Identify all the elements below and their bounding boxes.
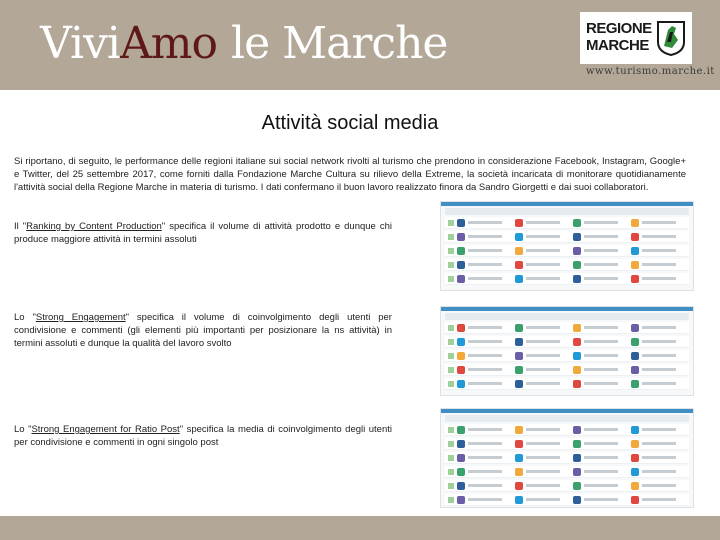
thumb-row bbox=[445, 364, 689, 376]
thumb-cell bbox=[573, 468, 631, 476]
region-emblem-icon bbox=[573, 426, 581, 434]
region-emblem-icon bbox=[515, 426, 523, 434]
thumb-text-line bbox=[526, 382, 560, 385]
region-emblem-icon bbox=[573, 440, 581, 448]
thumb-row bbox=[445, 350, 689, 362]
region-emblem-icon bbox=[457, 496, 465, 504]
thumb-cell bbox=[631, 468, 689, 476]
thumb-text-line bbox=[526, 442, 560, 445]
thumb-cell bbox=[457, 482, 515, 490]
thumb-text-line bbox=[526, 235, 560, 238]
thumb-cell bbox=[631, 380, 689, 388]
thumb-text-line bbox=[526, 326, 560, 329]
thumb-cell bbox=[457, 426, 515, 434]
thumb-text-line bbox=[642, 442, 676, 445]
thumb-cell bbox=[631, 261, 689, 269]
thumb-cell bbox=[573, 219, 631, 227]
thumb-text-line bbox=[642, 456, 676, 459]
thumb-text-line bbox=[642, 428, 676, 431]
logo-line-2: MARCHE bbox=[586, 37, 649, 54]
section-text: " specifica il volume di coinvolgimento degli utenti per condivisione e commenti (gli elementi più importanti per posizionare la ns attività) in termini assoluti e dunque la qualità del lavoro svolto bbox=[14, 312, 392, 349]
region-emblem-icon bbox=[457, 380, 465, 388]
thumb-row bbox=[445, 480, 689, 492]
region-emblem-icon bbox=[631, 219, 639, 227]
thumb-text-line bbox=[526, 498, 560, 501]
thumb-text-line bbox=[584, 470, 618, 473]
section-term: Strong Engagement for Ratio Post bbox=[31, 424, 180, 435]
thumb-cell bbox=[457, 352, 515, 360]
region-emblem-icon bbox=[631, 380, 639, 388]
thumb-cell bbox=[631, 482, 689, 490]
region-emblem-icon bbox=[515, 454, 523, 462]
thumb-text-line bbox=[526, 470, 560, 473]
region-emblem-icon bbox=[573, 352, 581, 360]
thumb-text-line bbox=[468, 235, 502, 238]
thumb-cell bbox=[573, 352, 631, 360]
thumb-text-line bbox=[526, 277, 560, 280]
thumb-text-line bbox=[584, 340, 618, 343]
section-lead: Lo " bbox=[14, 312, 36, 323]
thumb-cell bbox=[515, 496, 573, 504]
region-emblem-icon bbox=[457, 338, 465, 346]
region-emblem-icon bbox=[631, 454, 639, 462]
thumb-check-icon bbox=[448, 353, 454, 359]
thumb-check-icon bbox=[448, 248, 454, 254]
thumb-cell bbox=[457, 219, 515, 227]
region-emblem-icon bbox=[515, 219, 523, 227]
regione-marche-logo bbox=[580, 12, 692, 64]
thumb-cell bbox=[515, 426, 573, 434]
section-term: Ranking by Content Production bbox=[26, 221, 162, 232]
thumb-check-icon bbox=[448, 469, 454, 475]
thumb-text-line bbox=[468, 484, 502, 487]
thumb-text-line bbox=[584, 382, 618, 385]
region-emblem-icon bbox=[515, 496, 523, 504]
intro-paragraph: Si riportano, di seguito, le performance delle regioni italiane sui social network rivolti al turismo che prendono in considerazione Facebook, Instagram, Google+ e Twitter, del 25 settembre 2017, come forniti dalla Fondazione Marche Cultura su rilievo della Extreme, la società incaricata di monitorare quotidianamente l'attività social della Regione Marche in materia di turismo. I dati confermano il buon lavoro realizzato finora da Sandro Giorgetti e dai suoi collaboratori. bbox=[14, 156, 686, 193]
thumb-check-icon bbox=[448, 427, 454, 433]
region-emblem-icon bbox=[457, 247, 465, 255]
thumb-cell bbox=[515, 468, 573, 476]
thumb-cell bbox=[457, 247, 515, 255]
thumb-text-line bbox=[468, 326, 502, 329]
region-emblem-icon bbox=[631, 426, 639, 434]
thumb-header-bar bbox=[441, 307, 693, 311]
section-strong-engagement bbox=[14, 311, 392, 350]
site-url: www.turismo.marche.it bbox=[586, 66, 715, 77]
region-emblem-icon bbox=[515, 247, 523, 255]
thumb-text-line bbox=[642, 340, 676, 343]
thumb-cell bbox=[515, 261, 573, 269]
thumb-row bbox=[445, 231, 689, 243]
thumb-cell bbox=[631, 366, 689, 374]
thumb-cell bbox=[573, 454, 631, 462]
region-emblem-icon bbox=[631, 440, 639, 448]
thumb-text-line bbox=[584, 354, 618, 357]
thumb-cell bbox=[573, 247, 631, 255]
thumb-row bbox=[445, 245, 689, 257]
thumb-text-line bbox=[642, 382, 676, 385]
thumb-check-icon bbox=[448, 483, 454, 489]
region-emblem-icon bbox=[515, 366, 523, 374]
brand-word-marche: le Marche bbox=[231, 18, 448, 69]
region-emblem-icon bbox=[631, 468, 639, 476]
thumb-cell bbox=[457, 440, 515, 448]
region-emblem-icon bbox=[573, 338, 581, 346]
footer-band bbox=[0, 516, 720, 540]
thumb-text-line bbox=[584, 442, 618, 445]
thumb-row bbox=[445, 217, 689, 229]
region-emblem-icon bbox=[515, 468, 523, 476]
region-emblem-icon bbox=[457, 261, 465, 269]
section-term: Strong Engagement bbox=[35, 312, 126, 323]
thumb-cell bbox=[457, 324, 515, 332]
region-emblem-icon bbox=[631, 366, 639, 374]
thumb-text-line bbox=[642, 235, 676, 238]
header-banner bbox=[0, 0, 720, 90]
region-emblem-icon bbox=[573, 219, 581, 227]
thumb-text-line bbox=[468, 263, 502, 266]
thumb-cell bbox=[573, 440, 631, 448]
thumb-check-icon bbox=[448, 339, 454, 345]
thumb-cell bbox=[457, 496, 515, 504]
region-emblem-icon bbox=[457, 219, 465, 227]
thumb-text-line bbox=[468, 221, 502, 224]
thumb-cell bbox=[631, 440, 689, 448]
thumb-cell bbox=[457, 468, 515, 476]
region-emblem-icon bbox=[457, 440, 465, 448]
thumb-text-line bbox=[526, 221, 560, 224]
thumb-text-line bbox=[468, 340, 502, 343]
thumb-cell bbox=[457, 233, 515, 241]
thumb-row bbox=[445, 378, 689, 390]
thumb-text-line bbox=[584, 235, 618, 238]
thumb-cell bbox=[515, 338, 573, 346]
thumb-check-icon bbox=[448, 234, 454, 240]
thumb-cell bbox=[573, 324, 631, 332]
thumb-cell bbox=[573, 380, 631, 388]
thumb-cell bbox=[573, 366, 631, 374]
region-emblem-icon bbox=[573, 247, 581, 255]
thumb-text-line bbox=[468, 354, 502, 357]
thumb-header-bar bbox=[441, 409, 693, 413]
thumb-row bbox=[445, 424, 689, 436]
thumb-cell bbox=[573, 275, 631, 283]
thumb-cell bbox=[573, 338, 631, 346]
thumb-cell bbox=[631, 454, 689, 462]
thumb-text-line bbox=[468, 249, 502, 252]
region-emblem-icon bbox=[457, 454, 465, 462]
thumb-cell bbox=[457, 454, 515, 462]
thumb-text-line bbox=[526, 456, 560, 459]
thumb-cell bbox=[631, 496, 689, 504]
thumb-text-line bbox=[468, 456, 502, 459]
region-emblem-icon bbox=[573, 496, 581, 504]
thumb-cell bbox=[515, 366, 573, 374]
region-emblem-icon bbox=[457, 275, 465, 283]
region-emblem-icon bbox=[631, 338, 639, 346]
thumb-text-line bbox=[526, 354, 560, 357]
ranking-screenshot-3 bbox=[440, 408, 694, 508]
thumb-cell bbox=[573, 426, 631, 434]
thumb-text-line bbox=[642, 277, 676, 280]
region-emblem-icon bbox=[457, 468, 465, 476]
thumb-check-icon bbox=[448, 441, 454, 447]
region-emblem-icon bbox=[631, 275, 639, 283]
thumb-cell bbox=[573, 482, 631, 490]
region-emblem-icon bbox=[631, 496, 639, 504]
region-emblem-icon bbox=[573, 468, 581, 476]
region-emblem-icon bbox=[515, 338, 523, 346]
thumb-cell bbox=[457, 380, 515, 388]
thumb-text-line bbox=[468, 428, 502, 431]
thumb-check-icon bbox=[448, 325, 454, 331]
region-emblem-icon bbox=[457, 324, 465, 332]
thumb-text-line bbox=[642, 498, 676, 501]
thumb-text-line bbox=[642, 368, 676, 371]
thumb-text-line bbox=[584, 221, 618, 224]
thumb-text-line bbox=[584, 498, 618, 501]
thumb-text-line bbox=[526, 368, 560, 371]
thumb-cell bbox=[515, 352, 573, 360]
region-emblem-icon bbox=[573, 454, 581, 462]
logo-line-1: REGIONE bbox=[586, 20, 652, 37]
thumb-cell bbox=[573, 496, 631, 504]
thumb-check-icon bbox=[448, 367, 454, 373]
thumb-check-icon bbox=[448, 455, 454, 461]
region-emblem-icon bbox=[457, 482, 465, 490]
region-emblem-icon bbox=[515, 233, 523, 241]
thumb-text-line bbox=[642, 354, 676, 357]
thumb-cell bbox=[631, 219, 689, 227]
thumb-text-line bbox=[526, 340, 560, 343]
thumb-text-line bbox=[642, 484, 676, 487]
thumb-cell bbox=[631, 324, 689, 332]
thumb-cell bbox=[457, 366, 515, 374]
thumb-text-line bbox=[526, 249, 560, 252]
section-text: " specifica il volume di attività prodotto e dunque chi produce maggiore attività in termini assoluti bbox=[14, 221, 392, 245]
regional-seal-icon bbox=[656, 20, 686, 56]
thumb-text-line bbox=[642, 470, 676, 473]
thumb-text-line bbox=[468, 470, 502, 473]
thumb-cell bbox=[573, 261, 631, 269]
region-emblem-icon bbox=[515, 482, 523, 490]
thumb-subheader bbox=[445, 415, 689, 422]
thumb-text-line bbox=[468, 382, 502, 385]
thumb-text-line bbox=[642, 263, 676, 266]
thumb-check-icon bbox=[448, 497, 454, 503]
region-emblem-icon bbox=[573, 275, 581, 283]
thumb-check-icon bbox=[448, 381, 454, 387]
region-emblem-icon bbox=[631, 261, 639, 269]
thumb-cell bbox=[515, 482, 573, 490]
section-lead: Il " bbox=[14, 221, 27, 232]
section-lead: Lo " bbox=[14, 424, 32, 435]
region-emblem-icon bbox=[631, 324, 639, 332]
thumb-row bbox=[445, 452, 689, 464]
thumb-text-line bbox=[642, 221, 676, 224]
region-emblem-icon bbox=[631, 482, 639, 490]
thumb-cell bbox=[631, 247, 689, 255]
section-content-production bbox=[14, 220, 392, 246]
thumb-text-line bbox=[526, 263, 560, 266]
thumb-text-line bbox=[584, 263, 618, 266]
thumb-text-line bbox=[526, 484, 560, 487]
region-emblem-icon bbox=[515, 324, 523, 332]
thumb-text-line bbox=[584, 484, 618, 487]
region-emblem-icon bbox=[573, 233, 581, 241]
thumb-header-bar bbox=[441, 202, 693, 206]
region-emblem-icon bbox=[457, 352, 465, 360]
thumb-check-icon bbox=[448, 276, 454, 282]
thumb-cell bbox=[515, 324, 573, 332]
thumb-row bbox=[445, 438, 689, 450]
thumb-subheader bbox=[445, 208, 689, 215]
thumb-cell bbox=[515, 440, 573, 448]
region-emblem-icon bbox=[457, 426, 465, 434]
region-emblem-icon bbox=[515, 380, 523, 388]
region-emblem-icon bbox=[515, 275, 523, 283]
thumb-cell bbox=[631, 275, 689, 283]
region-emblem-icon bbox=[573, 261, 581, 269]
region-emblem-icon bbox=[573, 366, 581, 374]
region-emblem-icon bbox=[631, 352, 639, 360]
thumb-cell bbox=[515, 454, 573, 462]
brand-logo bbox=[40, 14, 447, 74]
thumb-cell bbox=[515, 247, 573, 255]
region-emblem-icon bbox=[515, 440, 523, 448]
thumb-text-line bbox=[642, 249, 676, 252]
thumb-row bbox=[445, 322, 689, 334]
thumb-text-line bbox=[584, 428, 618, 431]
ranking-screenshot-2 bbox=[440, 306, 694, 396]
thumb-subheader bbox=[445, 313, 689, 320]
thumb-cell bbox=[515, 219, 573, 227]
brand-word-vivi: Vivi bbox=[40, 18, 121, 69]
thumb-check-icon bbox=[448, 262, 454, 268]
region-emblem-icon bbox=[515, 352, 523, 360]
thumb-text-line bbox=[526, 428, 560, 431]
region-emblem-icon bbox=[457, 366, 465, 374]
thumb-cell bbox=[515, 380, 573, 388]
thumb-row bbox=[445, 336, 689, 348]
thumb-check-icon bbox=[448, 220, 454, 226]
region-emblem-icon bbox=[573, 482, 581, 490]
thumb-cell bbox=[515, 233, 573, 241]
thumb-text-line bbox=[584, 456, 618, 459]
region-emblem-icon bbox=[515, 261, 523, 269]
thumb-text-line bbox=[584, 277, 618, 280]
region-emblem-icon bbox=[573, 380, 581, 388]
thumb-cell bbox=[631, 338, 689, 346]
section-text: " specifica la media di coinvolgimento degli utenti per condivisione e commenti in ogni singolo post bbox=[14, 424, 392, 448]
thumb-cell bbox=[457, 338, 515, 346]
thumb-text-line bbox=[584, 326, 618, 329]
thumb-cell bbox=[631, 426, 689, 434]
brand-word-amo: Amo bbox=[120, 18, 218, 69]
thumb-row bbox=[445, 259, 689, 271]
thumb-text-line bbox=[468, 442, 502, 445]
thumb-row bbox=[445, 494, 689, 506]
region-emblem-icon bbox=[457, 233, 465, 241]
thumb-row bbox=[445, 273, 689, 285]
region-emblem-icon bbox=[631, 247, 639, 255]
slide-title: Attività social media bbox=[261, 112, 439, 134]
logo-text bbox=[586, 20, 654, 54]
section-engagement-ratio-post bbox=[14, 423, 392, 449]
ranking-screenshot-1 bbox=[440, 201, 694, 291]
thumb-text-line bbox=[642, 326, 676, 329]
thumb-cell bbox=[631, 352, 689, 360]
thumb-text-line bbox=[468, 498, 502, 501]
thumb-text-line bbox=[468, 277, 502, 280]
thumb-cell bbox=[457, 261, 515, 269]
thumb-text-line bbox=[468, 368, 502, 371]
thumb-cell bbox=[515, 275, 573, 283]
thumb-cell bbox=[457, 275, 515, 283]
thumb-text-line bbox=[584, 368, 618, 371]
region-emblem-icon bbox=[631, 233, 639, 241]
region-emblem-icon bbox=[573, 324, 581, 332]
thumb-text-line bbox=[584, 249, 618, 252]
thumb-row bbox=[445, 466, 689, 478]
thumb-cell bbox=[631, 233, 689, 241]
thumb-cell bbox=[573, 233, 631, 241]
